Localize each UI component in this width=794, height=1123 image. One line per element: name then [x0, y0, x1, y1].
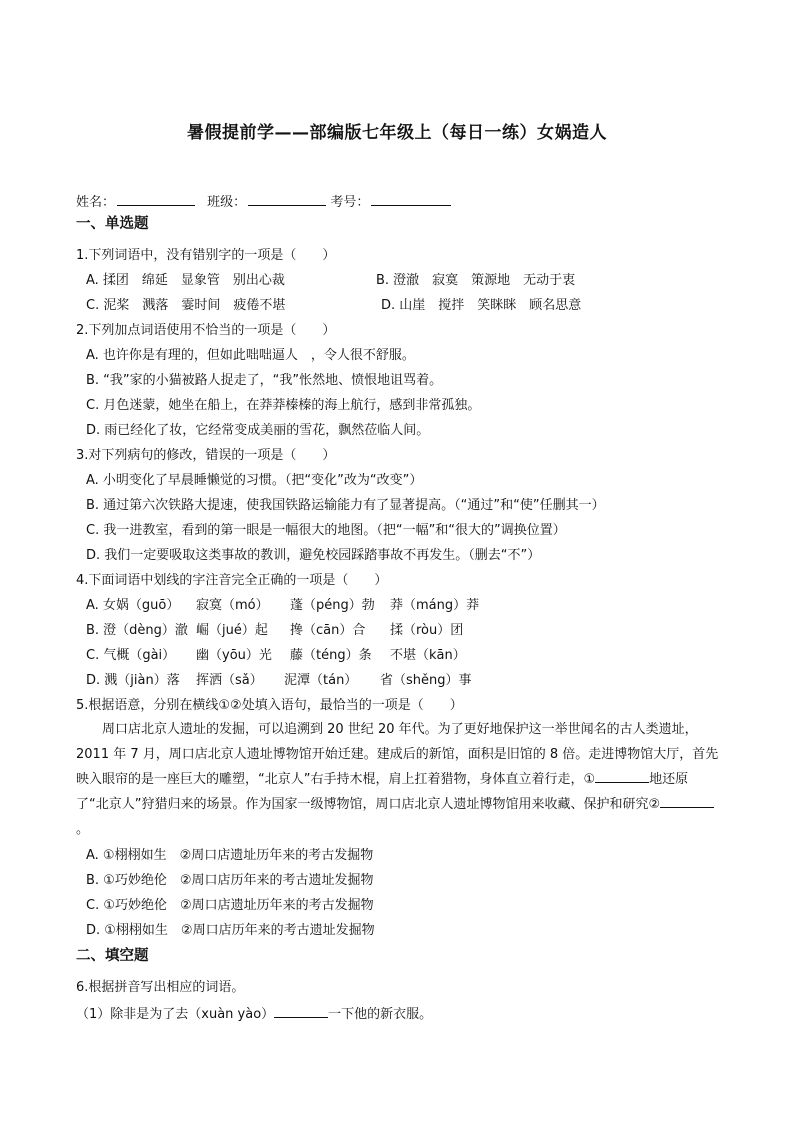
student-info-row	[76, 192, 451, 212]
question-4-option-a-word-4: 莽（máng）莽	[390, 598, 480, 613]
page-title: 暑假提前学——部编版七年级上（每日一练）女娲造人	[187, 123, 607, 143]
question-4-option-d-word-1: D. 溅（jiàn）落	[86, 673, 180, 688]
number-label: 考号：	[330, 195, 370, 210]
question-2-option-c: C. 月色迷蒙，她坐在船上，在莽莽榛榛的海上航行，感到非常孤独。	[86, 398, 481, 413]
item-1-blank[interactable]	[274, 1004, 328, 1018]
question-5-passage	[76, 717, 720, 842]
question-2-option-a: A. 也许你是有理的，但如此咄咄逼人 ，令人很不舒服。	[86, 348, 415, 363]
question-6-stem: 6.根据拼音写出相应的词语。	[76, 980, 245, 995]
passage-part-2: 地还原了“北京人”狩猎归来的场景。作为国家一级博物馆，周口店北京人遗址博物馆用来收藏、保护和研究②	[76, 772, 689, 812]
passage-blank-1[interactable]	[595, 770, 649, 783]
passage-part-1: 周口店北京人遗址的发掘，可以追溯到 20 世纪 20 年代。为了更好地保护这一举世闻名的古人类遗址，2011 年 7 月，周口店北京人遗址博物馆开始迁建。建成后的新馆，面积是旧馆的 8 倍。走进博物馆大厅，首先映入眼帘的是一座巨大的雕塑，“北京人”右手持木棍，肩上扛着猎物，身体直立着行走，①	[76, 722, 719, 787]
question-4-option-c-word-1: C. 气概（gài）	[86, 648, 176, 663]
question-4-option-a-word-3: 蓬（péng）勃	[290, 598, 375, 613]
class-blank[interactable]	[248, 192, 326, 206]
question-5-stem: 5.根据语意，分别在横线①②处填入语句，最恰当的一项是（ ）	[76, 698, 463, 713]
question-4-option-c-word-4: 不堪（kān）	[390, 648, 466, 663]
name-label: 姓名：	[76, 195, 116, 210]
passage-end: 。	[76, 822, 90, 837]
question-4-option-a-word-2: 寂寞（mó）	[196, 598, 269, 613]
question-4-option-d-word-2: 挥洒（sǎ）	[196, 673, 263, 688]
question-5-option-d: D. ①栩栩如生 ②周口店历年来的考古遗址发掘物	[86, 923, 375, 938]
question-6-item-1	[76, 1004, 432, 1024]
class-label: 班级：	[207, 195, 247, 210]
question-4-option-a	[86, 597, 179, 615]
question-5-option-c: C. ①巧妙绝伦 ②周口店遗址历年来的考古发掘物	[86, 898, 374, 913]
question-1-option-c: C. 泥桨 溅落 霎时间 疲倦不堪	[86, 298, 286, 313]
question-3-stem: 3.对下列病句的修改，错误的一项是（ ）	[76, 448, 336, 463]
section-heading-single-choice: 一、单选题	[76, 216, 149, 232]
question-3-option-b: B. 通过第六次铁路大提速，使我国铁路运输能力有了显著提高。（“通过”和“使”任删其一）	[86, 498, 605, 513]
question-4-option-c-word-2: 幽（yōu）光	[196, 648, 272, 663]
question-4-option-c-word-3: 藤（téng）条	[290, 648, 372, 663]
number-blank[interactable]	[371, 192, 451, 206]
option-a-word-1: A. 女娲（guō）	[86, 598, 180, 613]
item-1-suffix: 一下他的新衣服。	[328, 1007, 433, 1022]
question-4-option-b-word-2: 崛（jué）起	[196, 623, 268, 638]
question-1-option-a: A. 揉团 绵延 显象管 别出心裁	[86, 273, 285, 288]
question-5-option-b: B. ①巧妙绝伦 ②周口店历年来的考古遗址发掘物	[86, 873, 374, 888]
question-4-stem: 4.下面词语中划线的字注音完全正确的一项是（ ）	[76, 573, 388, 588]
question-1-stem: 1.下列词语中，没有错别字的一项是（ ）	[76, 248, 336, 263]
question-4-option-b-word-1: B. 澄（dèng）澈	[86, 623, 188, 638]
question-4-option-d-word-3: 泥潭（tán）	[284, 673, 358, 688]
item-1-prefix: （1）除非是为了去（xuàn yào）	[76, 1007, 275, 1022]
name-blank[interactable]	[117, 192, 195, 206]
question-3-option-d: D. 我们一定要吸取这类事故的教训，避免校园踩踏事故不再发生。（删去“不”）	[86, 548, 541, 563]
question-2-stem: 2.下列加点词语使用不恰当的一项是（ ）	[76, 323, 336, 338]
question-3-option-a: A. 小明变化了早晨睡懒觉的习惯。（把“变化”改为“改变”）	[86, 473, 423, 488]
question-4-option-d-word-4: 省（shěng）事	[380, 673, 472, 688]
question-1-option-b: B. 澄澈 寂寞 策源地 无动于衷	[376, 273, 576, 288]
question-2-option-d: D. 雨已经化了妆，它经常变成美丽的雪花，飘然莅临人间。	[86, 423, 430, 438]
question-2-option-b: B. “我”家的小猫被路人捉走了，“我”怅然地、愤恨地诅骂着。	[86, 373, 443, 388]
question-3-option-c: C. 我一进教室，看到的第一眼是一幅很大的地图。（把“一幅”和“很大的”调换位置）	[86, 523, 566, 538]
question-4-option-b-word-3: 搀（cān）合	[290, 623, 366, 638]
passage-blank-2[interactable]	[660, 795, 714, 808]
question-1-option-d: D. 山崖 搅拌 笑眯眯 顾名思意	[381, 298, 582, 313]
question-4-option-b-word-4: 揉（ròu）团	[390, 623, 464, 638]
section-heading-fill-in: 二、填空题	[76, 948, 149, 964]
question-5-option-a: A. ①栩栩如生 ②周口店遗址历年来的考古发掘物	[86, 848, 374, 863]
